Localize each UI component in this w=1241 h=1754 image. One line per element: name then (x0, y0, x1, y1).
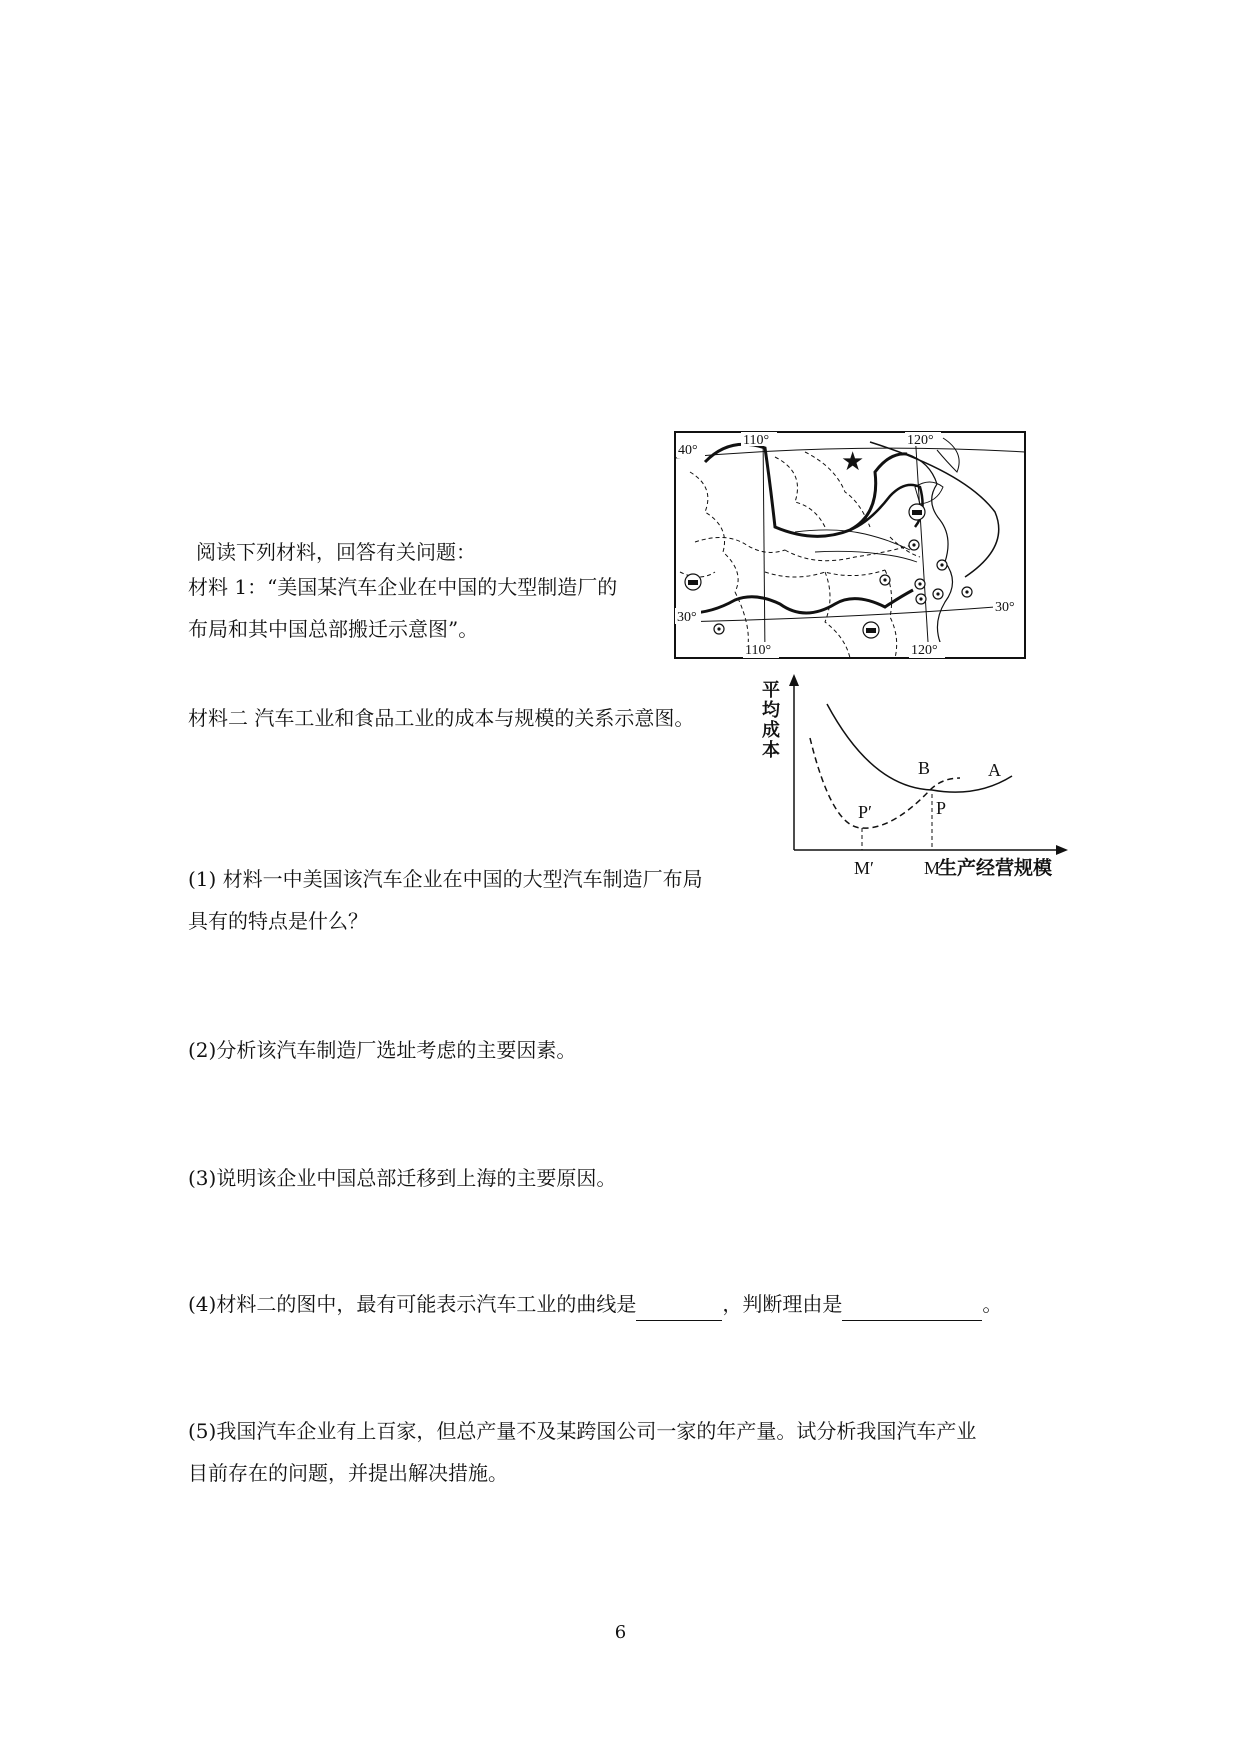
question-4-part2: ，判断理由是 (722, 1292, 843, 1316)
car-icon (685, 574, 701, 590)
question-5-line1: (5)我国汽车企业有上百家，但总产量不及某跨国公司一家的年产量。试分析我国汽车产业 (188, 1419, 977, 1443)
y-axis-label (762, 680, 781, 760)
lon120-bottom-label: 120° (911, 643, 938, 658)
lat40-label: 40° (678, 443, 698, 458)
label-P-prime: P′ (858, 802, 872, 822)
car-icon (909, 504, 925, 520)
question-1-line2: 具有的特点是什么？ (188, 909, 368, 933)
car-icon (863, 622, 879, 638)
answer-blank-curve[interactable] (636, 1294, 722, 1321)
question-3: (3)说明该企业中国总部迁移到上海的主要原因。 (188, 1166, 617, 1190)
material1-line2: 布局和其中国总部搬迁示意图”。 (188, 617, 479, 641)
question-4-part1: (4)材料二的图中，最有可能表示汽车工业的曲线是 (188, 1292, 637, 1316)
question-4-part3: 。 (982, 1292, 1003, 1316)
x-axis-label: 生产经营规模 (938, 858, 1053, 879)
y-label-char-2: 均 (762, 700, 780, 720)
y-label-char-4: 本 (762, 740, 780, 760)
y-axis-arrow (789, 674, 799, 686)
material1-line1: 材料 1：“美国某汽车企业在中国的大型制造厂的 (188, 575, 618, 599)
page-number: 6 (614, 1622, 627, 1643)
lon110-bottom-label: 110° (745, 643, 772, 658)
cost-scale-chart (762, 678, 1092, 878)
map-figure (675, 432, 1027, 660)
label-P: P (936, 798, 947, 818)
x-axis-arrow (1056, 845, 1068, 855)
y-label-char-3: 成 (762, 720, 780, 740)
star-icon: ★ (841, 447, 865, 476)
lat30-right-label: 30° (995, 600, 1015, 615)
intro-text: 阅读下列材料，回答有关问题： (196, 540, 476, 564)
material2-text: 材料二 汽车工业和食品工业的成本与规模的关系示意图。 (188, 706, 695, 730)
lon110-top-label: 110° (743, 433, 770, 448)
question-4 (188, 1287, 1002, 1321)
label-M: M (924, 858, 941, 878)
question-1-line1: (1) 材料一中美国该汽车企业在中国的大型汽车制造厂布局 (188, 867, 703, 891)
question-2: (2)分析该汽车制造厂选址考虑的主要因素。 (188, 1038, 577, 1062)
lat30-left-label: 30° (677, 610, 697, 625)
label-A: A (988, 760, 1001, 780)
lon120-top-label: 120° (907, 433, 934, 448)
series-solid-curve-A (827, 704, 1012, 792)
label-M-prime: M′ (854, 858, 874, 878)
label-B: B (918, 758, 931, 778)
answer-blank-reason[interactable] (842, 1294, 982, 1321)
question-5-line2: 目前存在的问题，并提出解决措施。 (188, 1461, 508, 1485)
y-label-char-1: 平 (762, 680, 780, 700)
